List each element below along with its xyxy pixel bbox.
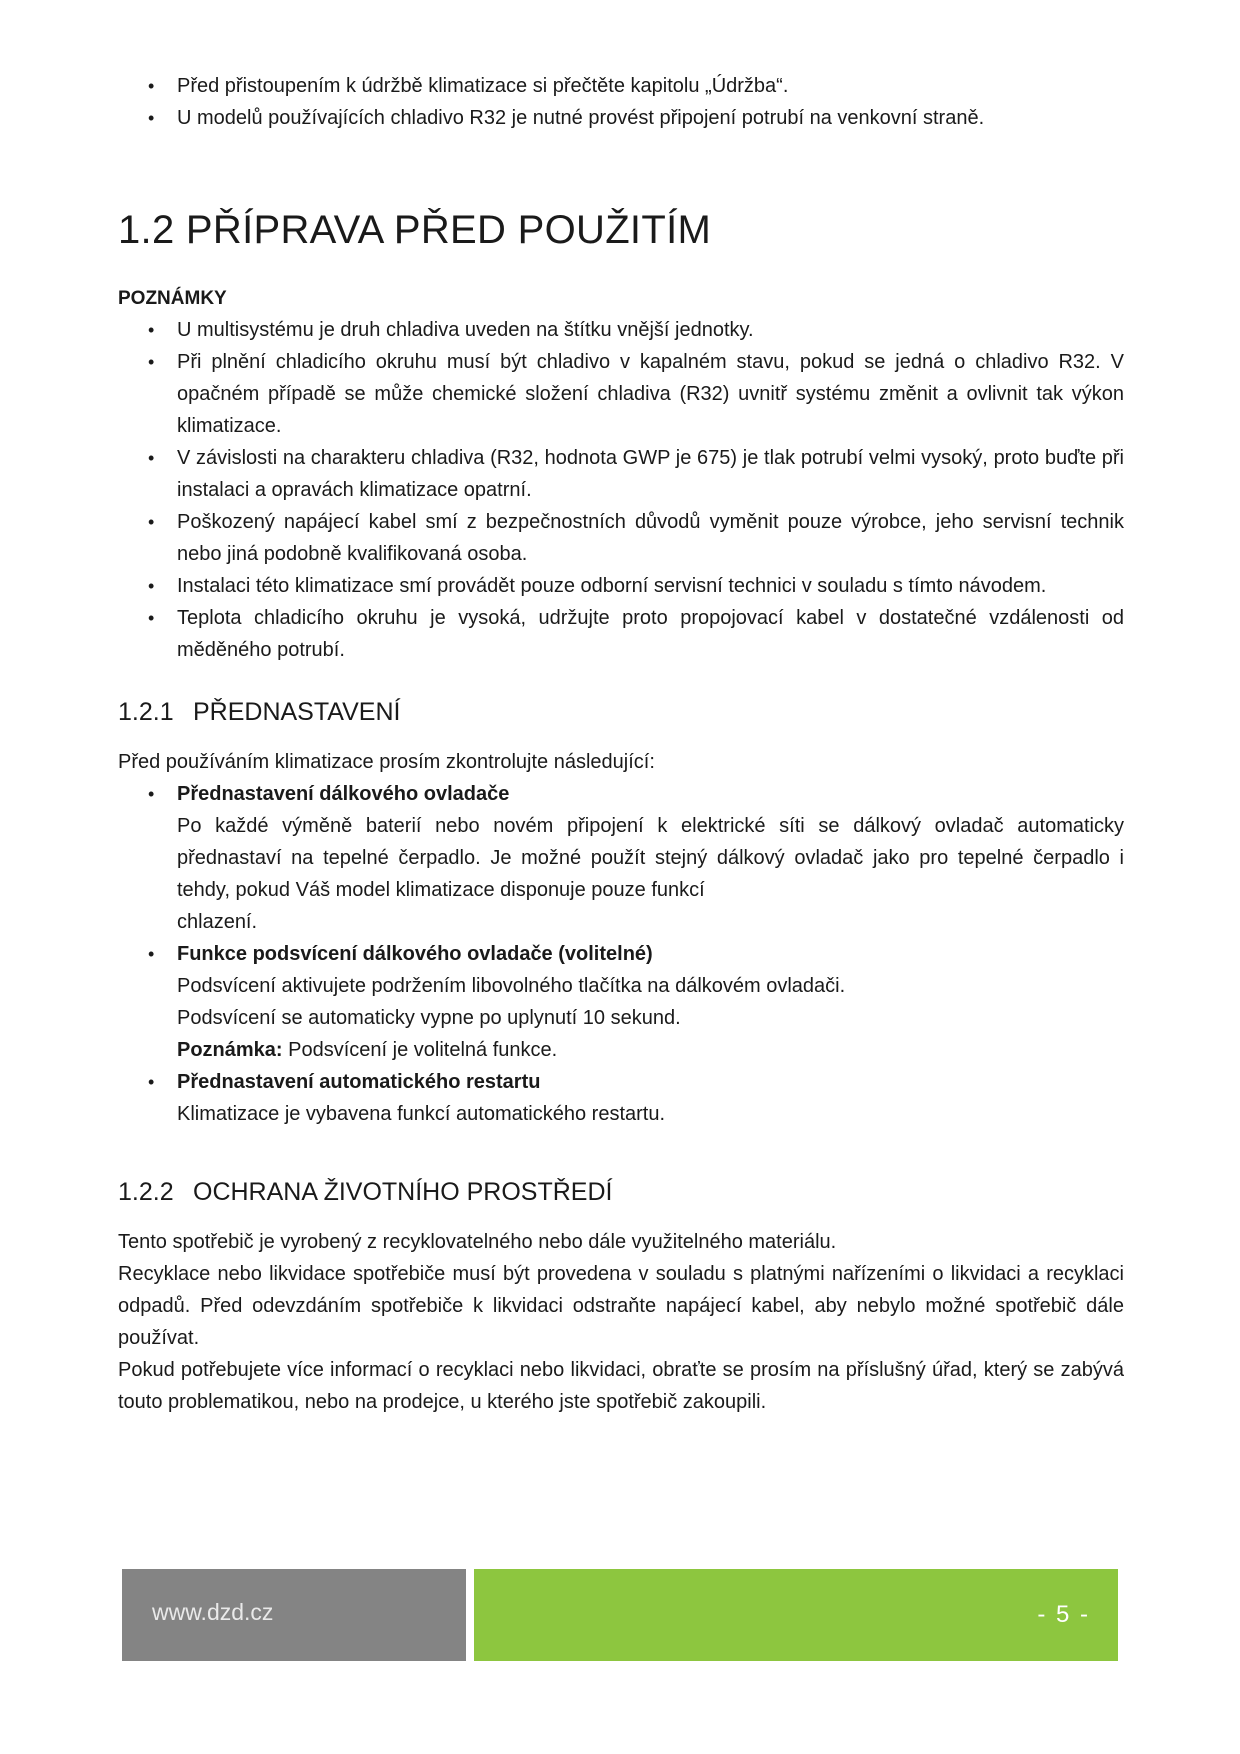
footer-url[interactable]: www.dzd.cz xyxy=(152,1599,274,1625)
list-item xyxy=(118,1066,1124,1130)
list-item: • V závislosti na charakteru chladiva (R32, hodnota GWP je 675) je tlak potrubí velmi vysoký, proto buďte při instalaci a opravách klimatizace opatrní. xyxy=(118,442,1124,506)
subsection-title: 1.2.1 PŘEDNASTAVENÍ xyxy=(118,698,401,726)
footer-left-band xyxy=(122,1569,466,1661)
page-number: - 5 - xyxy=(1037,1601,1090,1628)
item-title: Přednastavení automatického restartu xyxy=(177,1071,541,1093)
preset-list xyxy=(118,778,1124,1130)
item-text: Po každé výměně baterií nebo novém připojení k elektrické síti se dálkový ovladač automaticky přednastaví na tepelné čerpadlo. Je možné použít stejný dálkový ovladač jako pro tepelné čerpadlo i tehdy, pokud Váš model klimatizace disponuje pouze funkcí xyxy=(177,815,1124,901)
subsection-number: 1.2.2 xyxy=(118,1178,174,1206)
paragraph: Tento spotřebič je vyrobený z recyklovatelného nebo dále využitelného materiálu. xyxy=(118,1231,837,1253)
item-note: Poznámka: Podsvícení je volitelná funkce. xyxy=(177,1039,558,1061)
item-title: Přednastavení dálkového ovladače xyxy=(177,783,510,805)
subsection-number: 1.2.1 xyxy=(118,698,174,726)
subsection-title: 1.2.2 OCHRANA ŽIVOTNÍHO PROSTŘEDÍ xyxy=(118,1178,613,1206)
list-item: • Instalaci této klimatizace smí provádět pouze odborní servisní technici v souladu s tímto návodem. xyxy=(118,570,1124,602)
bullet-icon: • xyxy=(148,608,155,628)
bullet-icon: • xyxy=(148,576,155,596)
bullet-icon: • xyxy=(148,944,155,964)
intro-bullet-list xyxy=(118,70,1124,134)
note-label: Poznámka: xyxy=(177,1039,283,1061)
item-text: Podsvícení aktivujete podržením libovolného tlačítka na dálkovém ovladači. xyxy=(177,975,846,997)
bullet-icon: • xyxy=(148,320,155,340)
bullet-icon: • xyxy=(148,1072,155,1092)
bullet-icon: • xyxy=(148,448,155,468)
item-text: chlazení. xyxy=(177,911,258,933)
notes-label: POZNÁMKY xyxy=(118,288,227,309)
list-item: • U modelů používajících chladivo R32 je nutné provést připojení potrubí na venkovní straně. xyxy=(118,102,1124,134)
list-item: • Při plnění chladicího okruhu musí být chladivo v kapalném stavu, pokud se jedná o chladivo R32. V opačném případě se může chemické složení chladiva (R32) uvnitř systému změnit a ovlivnit tak výkon klimatizace. xyxy=(118,346,1124,442)
list-item: • Před přistoupením k údržbě klimatizace si přečtěte kapitolu „Údržba“. xyxy=(118,70,1124,102)
item-text: Klimatizace je vybavena funkcí automatického restartu. xyxy=(177,1103,666,1125)
bullet-icon: • xyxy=(148,512,155,532)
notes-list xyxy=(118,314,1124,666)
paragraph: Pokud potřebujete více informací o recyklaci nebo likvidaci, obraťte se prosím na příslušný úřad, který se zabývá touto problematikou, nebo na prodejce, u kterého jste spotřebič zakoupili. xyxy=(118,1359,1124,1413)
bullet-icon: • xyxy=(148,76,155,96)
footer-right-band xyxy=(474,1569,1118,1661)
paragraph: Recyklace nebo likvidace spotřebiče musí být provedena v souladu s platnými nařízeními o likvidaci a recyklaci odpadů. Před odevzdáním spotřebiče k likvidaci odstraňte napájecí kabel, aby nebylo možné spotřebič dále používat. xyxy=(118,1263,1124,1349)
bullet-icon: • xyxy=(148,108,155,128)
list-item: • Poškozený napájecí kabel smí z bezpečnostních důvodů vyměnit pouze výrobce, jeho servisní technik nebo jiná podobně kvalifikovaná osoba. xyxy=(118,506,1124,570)
item-text: Podsvícení se automaticky vypne po uplynutí 10 sekund. xyxy=(177,1007,681,1029)
list-item: • Teplota chladicího okruhu je vysoká, udržujte proto propojovací kabel v dostatečné vzdálenosti od měděného potrubí. xyxy=(118,602,1124,666)
list-item xyxy=(118,778,1124,938)
bullet-icon: • xyxy=(148,784,155,804)
list-item: • U multisystému je druh chladiva uveden na štítku vnější jednotky. xyxy=(118,314,1124,346)
item-title: Funkce podsvícení dálkového ovladače (volitelné) xyxy=(177,943,653,965)
section-title: 1.2 PŘÍPRAVA PŘED POUŽITÍM xyxy=(118,208,712,252)
list-item xyxy=(118,938,1124,1066)
page-content xyxy=(118,70,1124,1418)
bullet-icon: • xyxy=(148,352,155,372)
subsection-intro: Před používáním klimatizace prosím zkontrolujte následující: xyxy=(118,751,655,773)
